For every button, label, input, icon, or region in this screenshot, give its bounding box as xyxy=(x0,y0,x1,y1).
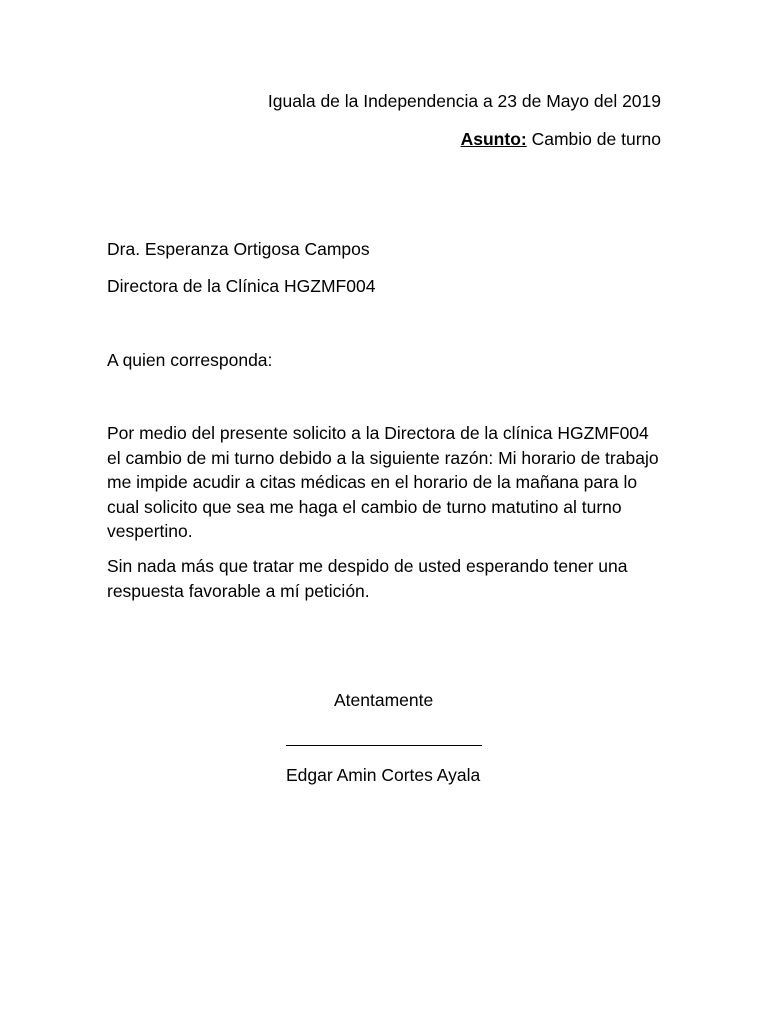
body-line: Sin nada más que tratar me despido de usted esperando tener una xyxy=(107,556,628,576)
body-line: respuesta favorable a mí petición. xyxy=(107,580,370,601)
recipient-title: Directora de la Clínica HGZMF004 xyxy=(107,276,376,296)
recipient-name: Dra. Esperanza Ortigosa Campos xyxy=(107,239,370,259)
body-paragraph-1 xyxy=(107,421,667,544)
subject-line xyxy=(461,127,661,151)
body-line: me impide acudir a citas médicas en el horario de la mañana para lo xyxy=(107,472,638,492)
subject-value: Cambio de turno xyxy=(531,129,661,149)
signer-name: Edgar Amin Cortes Ayala xyxy=(286,765,481,785)
salutation: A quien corresponda: xyxy=(107,350,273,370)
body-paragraph-2 xyxy=(107,554,667,603)
body-line: Por medio del presente solicito a la Directora de la clínica HGZMF004 xyxy=(107,423,649,443)
farewell: Atentamente xyxy=(334,690,434,710)
subject-label: Asunto: xyxy=(460,129,527,149)
signature-line xyxy=(286,745,482,746)
body-line: vespertino. xyxy=(107,521,193,541)
place-date: Iguala de la Independencia a 23 de Mayo del 2019 xyxy=(267,91,661,111)
body-line: el cambio de mi turno debido a la siguiente razón: Mi horario de trabajo xyxy=(107,447,659,468)
body-line: cual solicito que sea me haga el cambio de turno matutino al turno xyxy=(107,496,622,517)
